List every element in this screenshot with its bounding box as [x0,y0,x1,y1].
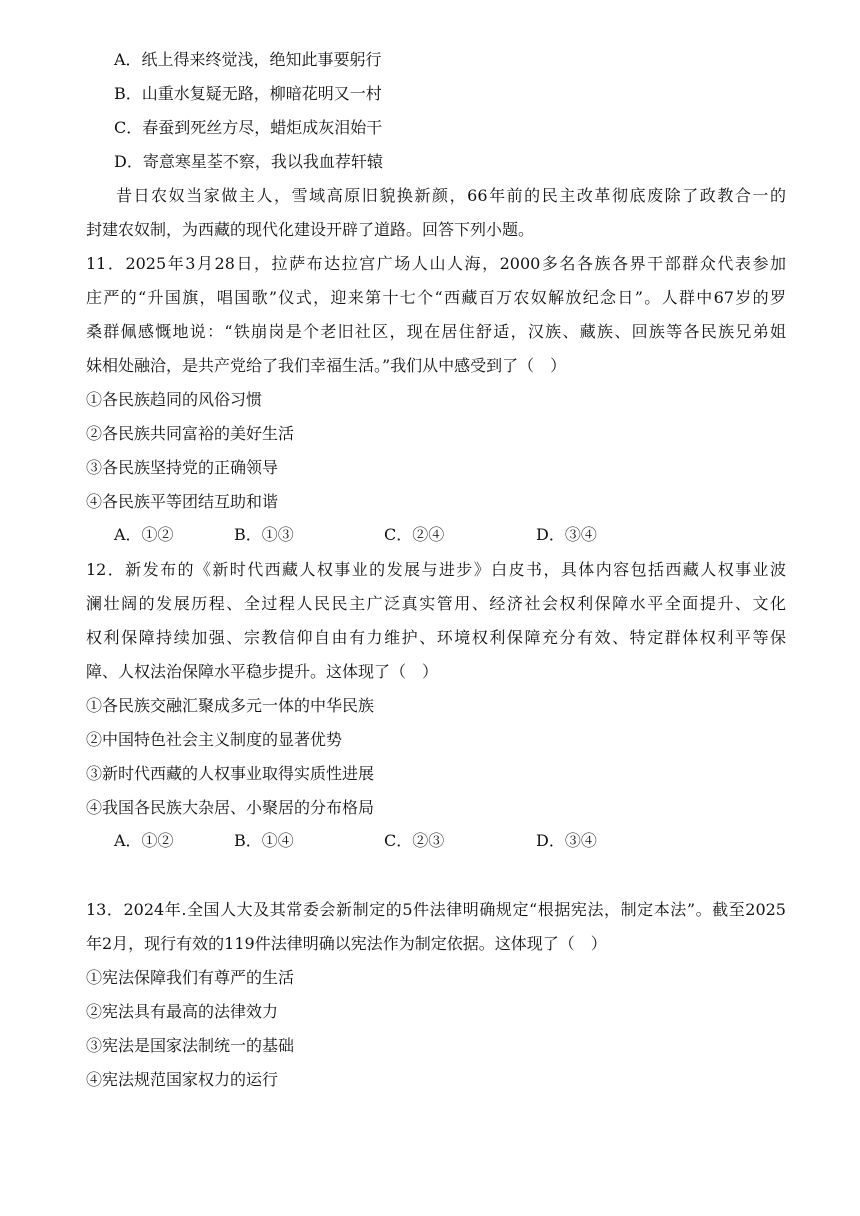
q11-choice-c: C．②④ [384,525,445,544]
intro-line-2: 封建农奴制，为西藏的现代化建设开辟了道路。回答下列小题。 [86,220,535,239]
q12-stem-line-3: 权利保障持续加强、宗教信仰自由有力维护、环境权利保障充分有效、特定群体权利平等保 [86,628,786,647]
q12-choice-b: B．①④ [234,831,294,850]
q11-stem-line-1: 11．2025年3月28日，拉萨布达拉宫广场人山人海，2000多名各族各界干部群众代表参加 [86,254,786,273]
q12-choice-d: D．③④ [536,831,597,850]
q11-item-1: ①各民族趋同的风俗习惯 [86,390,263,409]
q12-stem-line-2: 澜壮阔的发展历程、全过程人民民主广泛真实管用、经济社会权利保障水平全面提升、文化 [86,594,786,613]
q12-item-1: ①各民族交融汇聚成多元一体的中华民族 [86,696,375,715]
q11-item-4: ④各民族平等团结互助和谐 [86,492,279,511]
q11-stem-line-4: 妹相处融洽，是共产党给了我们幸福生活。”我们从中感受到了（ ） [86,356,567,375]
q11-choice-a: A．①② [114,525,174,544]
q10-option-c: C．春蚕到死丝方尽，蜡炬成灰泪始干 [114,118,383,137]
q11-choices [114,525,714,545]
q11-item-3: ③各民族坚持党的正确领导 [86,458,279,477]
q10-option-b: B．山重水复疑无路，柳暗花明又一村 [114,84,382,103]
q12-item-2: ②中国特色社会主义制度的显著优势 [86,730,343,749]
q11-choice-b: B．①③ [234,525,294,544]
q10-option-a: A．纸上得来终觉浅，绝知此事要躬行 [114,50,382,69]
q11-choice-d: D．③④ [536,525,597,544]
q11-item-2: ②各民族共同富裕的美好生活 [86,424,295,443]
q13-stem-line-2: 年2月，现行有效的119件法律明确以宪法作为制定依据。这体现了（ ） [86,934,607,953]
q13-item-3: ③宪法是国家法制统一的基础 [86,1036,295,1055]
q11-stem-line-2: 庄严的“升国旗，唱国歌”仪式，迎来第十七个“西藏百万农奴解放纪念日”。人群中67岁的罗 [86,288,786,307]
q12-choice-c: C．②③ [384,831,445,850]
q12-choices [114,831,714,851]
q12-stem-line-4: 障、人权法治保障水平稳步提升。这体现了（ ） [86,662,439,681]
q13-stem-line-1: 13．2024年.全国人大及其常委会新制定的5件法律明确规定“根据宪法，制定本法”。截至2025 [86,900,786,919]
q12-choice-a: A．①② [114,831,174,850]
q10-option-d: D．寄意寒星荃不察，我以我血荐轩辕 [114,152,383,171]
q12-stem-line-1: 12．新发布的《新时代西藏人权事业的发展与进步》白皮书，具体内容包括西藏人权事业波 [86,560,786,579]
q12-item-3: ③新时代西藏的人权事业取得实质性进展 [86,764,375,783]
intro-line-1: 昔日农奴当家做主人，雪域高原旧貌换新颜，66年前的民主改革彻底废除了政教合一的 [116,186,786,205]
q12-item-4: ④我国各民族大杂居、小聚居的分布格局 [86,798,375,817]
q11-stem-line-3: 桑群佩感慨地说：“铁崩岗是个老旧社区，现在居住舒适，汉族、藏族、回族等各民族兄弟姐 [86,322,786,341]
q13-item-2: ②宪法具有最高的法律效力 [86,1002,279,1021]
q13-item-1: ①宪法保障我们有尊严的生活 [86,968,295,987]
q13-item-4: ④宪法规范国家权力的运行 [86,1070,279,1089]
